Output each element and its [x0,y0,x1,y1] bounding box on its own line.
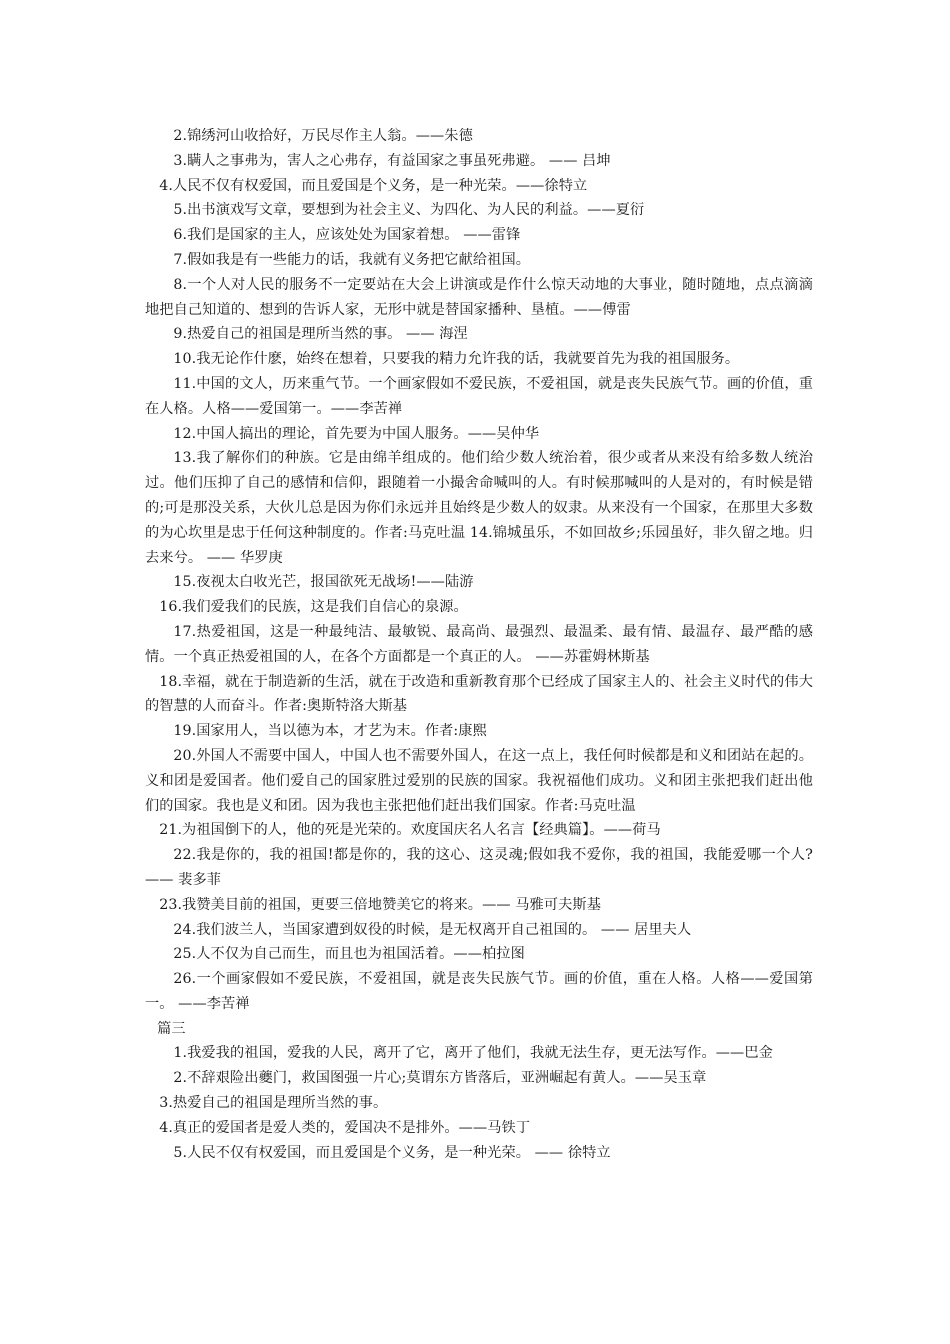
quote-paragraph: 15.夜视太白收光芒，报国欲死无战场!——陆游 [173,574,474,591]
quote-paragraph: 4.真正的爱国者是爱人类的，爱国决不是排外。——马铁丁 [159,1119,531,1136]
quote-paragraph: 2.不辞艰险出夔门，救国图强一片心;莫谓东方皆落后，亚洲崛起有黄人。——吴玉章 [173,1070,707,1087]
quote-paragraph: 4.人民不仅有权爱国，而且爱国是个义务，是一种光荣。——徐特立 [159,177,588,194]
quote-paragraph: 21.为祖国倒下的人，他的死是光荣的。欢度国庆名人名言【经典篇】。——荷马 [159,822,661,839]
quote-paragraph: 3.热爱自己的祖国是理所当然的事。 [159,1095,388,1112]
quote-list-part2 [145,1041,813,1165]
quote-paragraph: 24.我们波兰人，当国家遭到奴役的时候，是无权离开自己祖国的。 —— 居里夫人 [173,921,692,938]
quote-paragraph: 16.我们爱我们的民族，这是我们自信心的泉源。 [159,599,468,616]
quote-paragraph: 9.热爱自己的祖国是理所当然的事。 —— 海涅 [173,326,468,343]
quote-paragraph: 1.我爱我的祖国，爱我的人民，离开了它，离开了他们，我就无法生存，更无法写作。——巴金 [173,1045,773,1062]
quote-paragraph: 10.我无论作什麽，始终在想着，只要我的精力允许我的话，我就要首先为我的祖国服务。 [173,351,740,368]
quote-paragraph: 25.人不仅为自己而生，而且也为祖国活着。——柏拉图 [173,946,525,963]
quote-paragraph: 18.幸福，就在于制造新的生活，就在于改造和重新教育那个已经成了国家主人的、社会主义时代的伟大的智慧的人而奋斗。作者:奥斯特洛大斯基 [145,673,813,715]
quote-paragraph: 23.我赞美目前的祖国，更要三倍地赞美它的将来。—— 马雅可夫斯基 [159,896,601,913]
quote-paragraph: 3.瞒人之事弗为，害人之心弗存，有益国家之事虽死弗避。 —— 吕坤 [173,152,611,169]
section-title: 篇三 [157,1020,186,1037]
quote-paragraph: 26.一个画家假如不爱民族，不爱祖国，就是丧失民族气节。画的价值，重在人格。人格——爱国第一。 ——李苦禅 [145,971,813,1012]
quote-paragraph: 7.假如我是有一些能力的话，我就有义务把它献给祖国。 [173,251,531,268]
quote-list-part1 [145,124,813,1017]
quote-paragraph: 20.外国人不需要中国人，中国人也不需要外国人，在这一点上，我任何时候都是和义和团站在起的。义和团是爱国者。他们爱自己的国家胜过爱别的民族的国家。我祝福他们成功。义和团主张把我们赶出他们的国家。我也是义和团。因为我也主张把他们赶出我们国家。作者:马克吐温 [145,747,813,814]
quote-paragraph: 5.出书演戏写文章，要想到为社会主义、为四化、为人民的利益。——夏衍 [173,202,645,219]
quote-paragraph: 22.我是你的，我的祖国!都是你的，我的这心、这灵魂;假如我不爱你，我的祖国，我能爱哪一个人? —— 裴多菲 [145,847,813,888]
quote-paragraph: 12.中国人搞出的理论，首先要为中国人服务。——吴仲华 [173,425,540,442]
quote-paragraph: 2.锦绣河山收拾好，万民尽作主人翁。——朱德 [173,128,473,144]
quote-paragraph: 6.我们是国家的主人，应该处处为国家着想。 ——雷锋 [173,227,521,244]
quote-paragraph: 17.热爱祖国，这是一种最纯洁、最敏锐、最高尚、最强烈、最温柔、最有情、最温存、最严酷的感情。一个真正热爱祖国的人，在各个方面都是一个真正的人。 ——苏霍姆林斯基 [145,623,813,665]
document-page [145,124,813,1165]
quote-paragraph: 8.一个人对人民的服务不一定要站在大会上讲演或是作什么惊天动地的大事业，随时随地，点点滴滴地把自己知道的、想到的告诉人家，无形中就是替国家播种、垦植。——傅雷 [145,276,813,318]
quote-paragraph: 11.中国的文人，历来重气节。一个画家假如不爱民族，不爱祖国，就是丧失民族气节。画的价值，重在人格。人格——爱国第一。——李苦禅 [145,375,813,417]
quote-paragraph: 13.我了解你们的种族。它是由绵羊组成的。他们给少数人统治着，很少或者从来没有给多数人统治过。他们压抑了自己的感情和信仰，跟随着一小撮舍命喊叫的人。有时候那喊叫的人是对的，有时候是错的;可是那没关系，大伙儿总是因为你们永远并且始终是少数人的奴隶。从来没有一个国家，在那里大多数的为心坎里是忠于任何这种制度的。作者:马克吐温 14.锦城虽乐，不如回故乡;乐园虽好，非久留之地。归去来兮。 —— 华罗庚 [145,450,813,566]
quote-paragraph: 19.国家用人，当以德为本，才艺为末。作者:康熙 [173,723,487,740]
quote-paragraph: 5.人民不仅有权爱国，而且爱国是个义务，是一种光荣。 —— 徐特立 [173,1144,611,1161]
